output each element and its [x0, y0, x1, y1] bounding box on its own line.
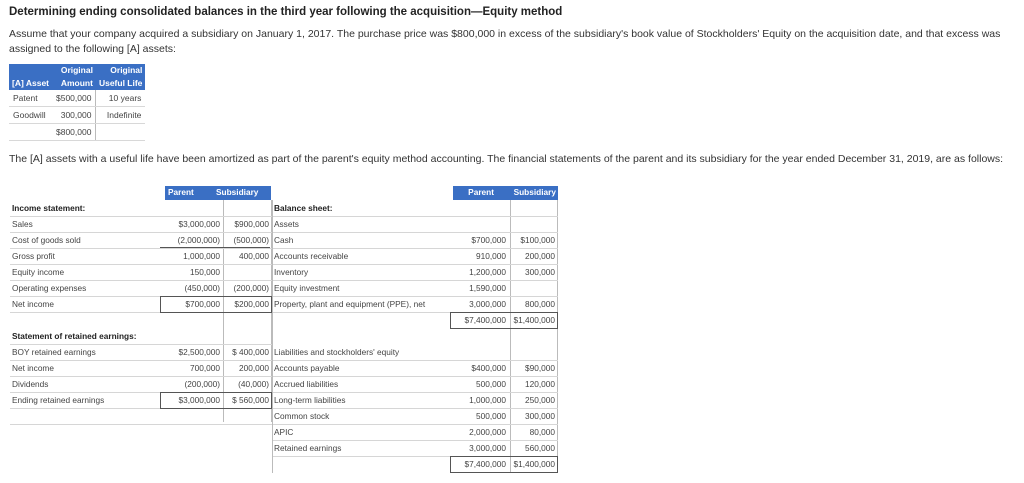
asset-label: Property, plant and equipment (PPE), net: [274, 299, 426, 309]
re-parent: $3,000,000: [178, 395, 220, 405]
income-label: Net income: [12, 299, 54, 309]
asset-life: Indefinite: [96, 107, 145, 124]
asset-label: Inventory: [274, 267, 309, 277]
divider-right-edge: [557, 200, 558, 473]
asset-sub: $100,000: [520, 235, 555, 245]
assets-header-top-3: Original: [96, 64, 145, 77]
asset-sub: 200,000: [525, 251, 555, 261]
col-sub-right: Subsidiary: [513, 187, 556, 197]
assets-header-life: Useful Life: [96, 77, 145, 90]
asset-parent: 910,000: [476, 251, 506, 261]
re-sub: $ 560,000: [232, 395, 269, 405]
income-label: Cost of goods sold: [12, 235, 81, 245]
income-sub: (200,000): [233, 283, 269, 293]
assets-label: Assets: [274, 219, 299, 229]
income-parent: 1,000,000: [183, 251, 220, 261]
table-row: [9, 90, 145, 107]
liability-parent: 500,000: [476, 411, 506, 421]
income-sub: $900,000: [234, 219, 269, 229]
re-label: Net income: [12, 363, 54, 373]
re-sub: (40,000): [238, 379, 269, 389]
re-title: Statement of retained earnings:: [12, 331, 137, 341]
col-parent-left: Parent: [168, 187, 194, 197]
re-parent: 700,000: [190, 363, 220, 373]
financial-statements: [10, 186, 558, 473]
income-statement-title: Income statement:: [12, 203, 86, 213]
asset-sub: 800,000: [525, 299, 555, 309]
asset-total-parent: $7,400,000: [464, 315, 506, 325]
liability-sub: 120,000: [525, 379, 555, 389]
table-row: [9, 124, 145, 141]
intro-paragraph: Assume that your company acquired a subsidiary on January 1, 2017. The purchase price was $800,000 in excess of the subsidiary's book value of Stockholders' Equity on the acquisition date, and that excess was assigned to the following [A] assets:: [9, 28, 1001, 55]
income-sub: $200,000: [234, 299, 269, 309]
liability-label: Retained earnings: [274, 443, 342, 453]
assets-header-top-2: Original: [52, 64, 96, 77]
asset-label: Equity investment: [274, 283, 340, 293]
net-income-box: [160, 296, 272, 313]
liability-sub: 300,000: [525, 411, 555, 421]
asset-amount: 300,000: [52, 107, 96, 124]
re-sub: 200,000: [239, 363, 269, 373]
asset-total-sub: $1,400,000: [513, 315, 555, 325]
statements-intro: The [A] assets with a useful life have been amortized as part of the parent's equity method accounting. The financial statements of the parent and its subsidiary for the year ended December 31, 2019, are as follows:: [9, 153, 1004, 165]
asset-total-box: [450, 312, 558, 329]
asset-label: Cash: [274, 235, 294, 245]
asset-parent: 3,000,000: [469, 299, 506, 309]
re-parent: (200,000): [184, 379, 220, 389]
re-sub: $ 400,000: [232, 347, 269, 357]
income-label: Operating expenses: [12, 283, 87, 293]
liab-total-parent: $7,400,000: [464, 459, 506, 469]
liability-parent: 500,000: [476, 379, 506, 389]
income-label: Gross profit: [12, 251, 55, 261]
liability-label: APIC: [274, 427, 294, 437]
liability-sub: 250,000: [525, 395, 555, 405]
re-label: Dividends: [12, 379, 49, 389]
liability-label: Common stock: [274, 411, 330, 421]
re-label: Ending retained earnings: [12, 395, 105, 405]
income-parent: (450,000): [184, 283, 220, 293]
asset-life: 10 years: [96, 90, 145, 107]
col-parent-right: Parent: [468, 187, 494, 197]
liabilities-label: Liabilities and stockholders' equity: [274, 347, 400, 357]
divider-right-values: [510, 200, 511, 473]
liability-sub: 80,000: [529, 427, 555, 437]
re-parent: $2,500,000: [178, 347, 220, 357]
ending-re-box: [160, 392, 272, 409]
asset-parent: $700,000: [471, 235, 506, 245]
assets-header-top-1: [9, 64, 52, 77]
liability-sub: $90,000: [525, 363, 555, 373]
asset-parent: 1,200,000: [469, 267, 506, 277]
col-sub-left: Subsidiary: [216, 187, 259, 197]
row-line: [10, 424, 272, 425]
row-line: [272, 216, 558, 217]
assets-header-amount: Amount: [52, 77, 96, 90]
liability-label: Long-term liabilities: [274, 395, 346, 405]
asset-name: Patent: [9, 90, 52, 107]
center-divider: [272, 200, 273, 473]
asset-label: Accounts receivable: [274, 251, 349, 261]
liab-total-box: [450, 456, 558, 473]
liability-label: Accrued liabilities: [274, 379, 339, 389]
balance-sheet-title: Balance sheet:: [274, 203, 333, 213]
asset-parent: 1,590,000: [469, 283, 506, 293]
page-title: Determining ending consolidated balances in the third year following the acquisition—Equity method: [9, 6, 563, 18]
assets-header-asset: [A] Asset: [9, 77, 52, 90]
income-label: Sales: [12, 219, 33, 229]
income-parent: $700,000: [185, 299, 220, 309]
income-sub: 400,000: [239, 251, 269, 261]
asset-name: Goodwill: [9, 107, 52, 124]
asset-amount: $500,000: [52, 90, 96, 107]
liability-parent: 1,000,000: [469, 395, 506, 405]
liability-label: Accounts payable: [274, 363, 340, 373]
liability-parent: 2,000,000: [469, 427, 506, 437]
assets-table: [9, 64, 145, 141]
liab-total-sub: $1,400,000: [513, 459, 555, 469]
income-parent: 150,000: [190, 267, 220, 277]
income-parent: $3,000,000: [178, 219, 220, 229]
gross-profit-box: [160, 247, 270, 248]
income-sub: (500,000): [233, 235, 269, 245]
liability-parent: 3,000,000: [469, 443, 506, 453]
income-parent: (2,000,000): [177, 235, 220, 245]
liability-parent: $400,000: [471, 363, 506, 373]
asset-sub: [513, 280, 555, 296]
asset-sub: 300,000: [525, 267, 555, 277]
asset-total: $800,000: [52, 124, 96, 141]
liability-sub: 560,000: [525, 443, 555, 453]
income-label: Equity income: [12, 267, 65, 277]
table-row: [9, 107, 145, 124]
re-label: BOY retained earnings: [12, 347, 96, 357]
income-sub: [225, 264, 269, 280]
